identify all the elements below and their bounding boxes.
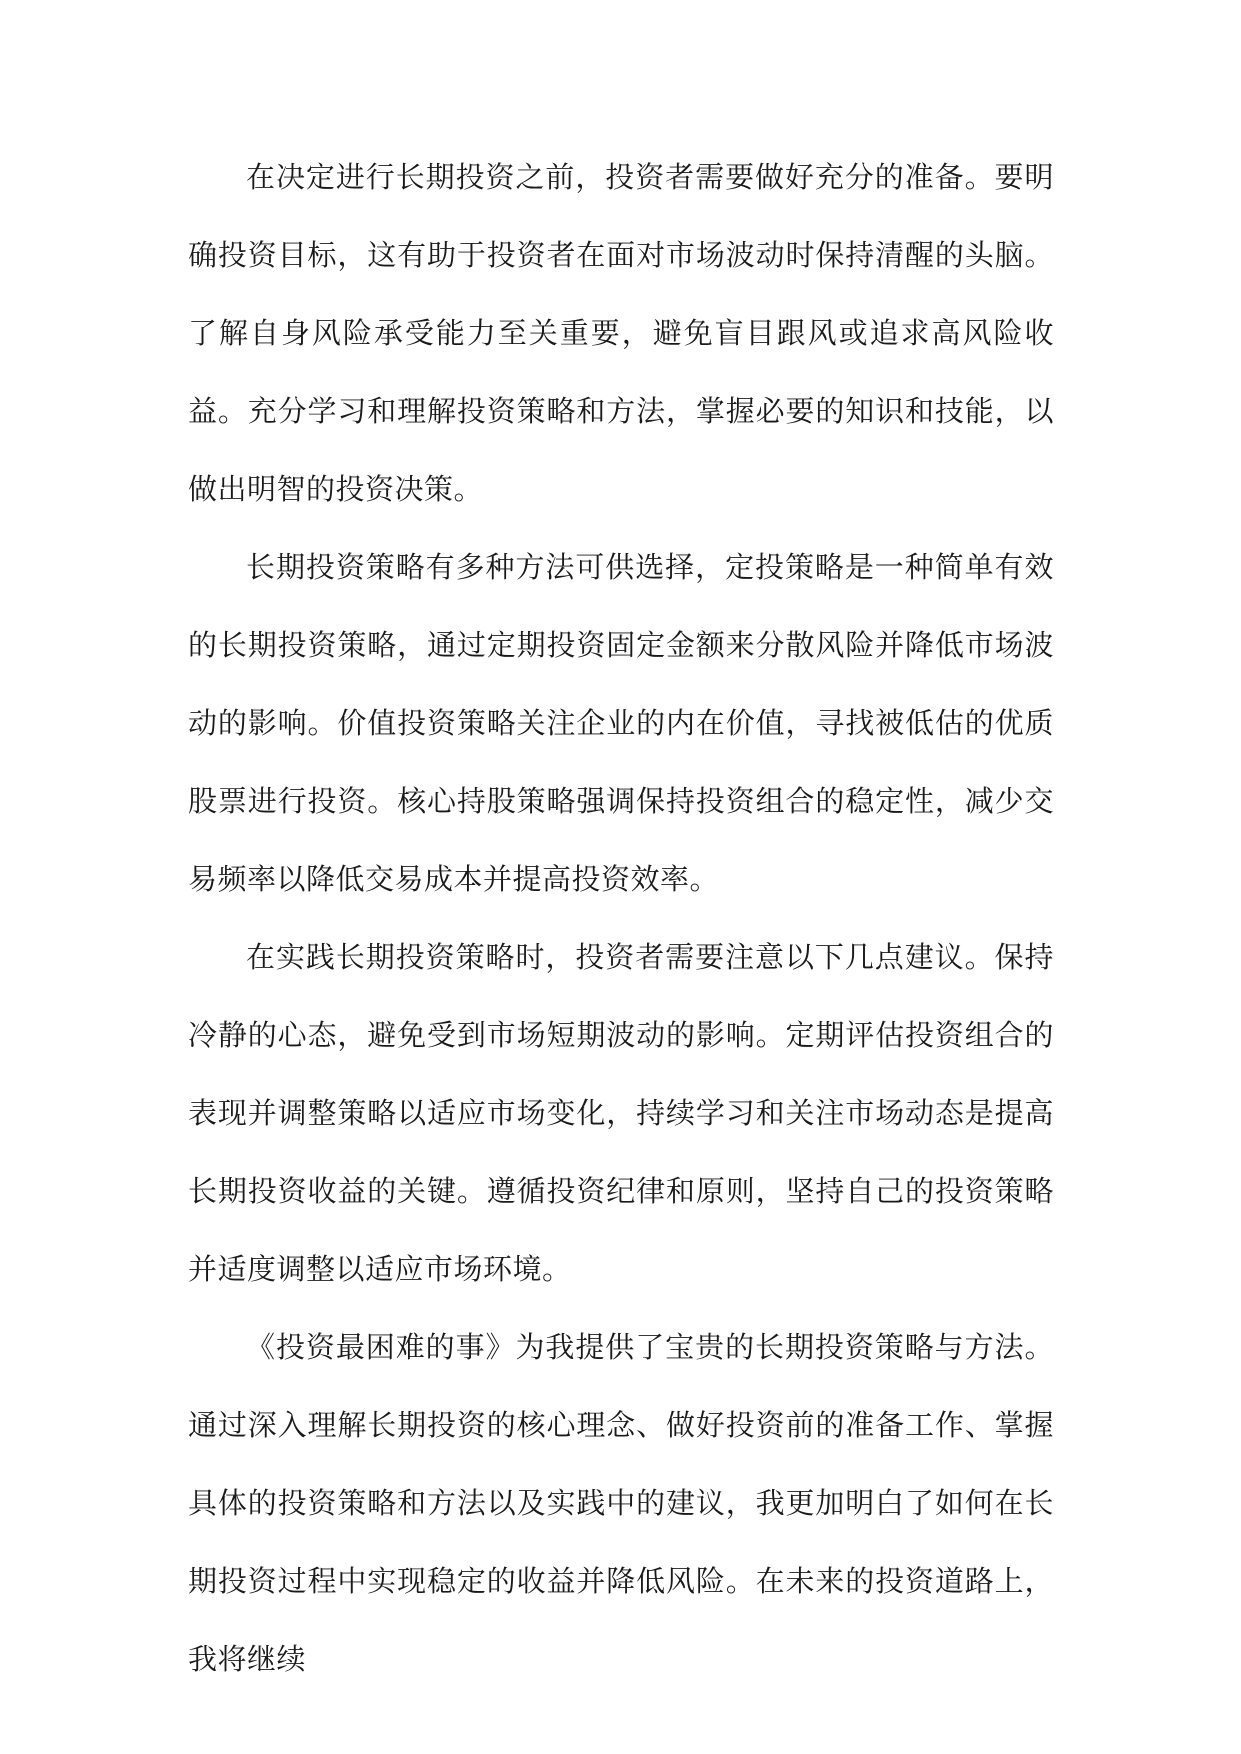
paragraph-conclusion: 《投资最困难的事》为我提供了宝贵的长期投资策略与方法。通过深入理解长期投资的核心理念、做好投资前的准备工作、掌握具体的投资策略和方法以及实践中的建议，我更加明白了如何在长期投资过程中实现稳定的收益并降低风险。在未来的投资道路上，我将继续 xyxy=(188,1330,1054,1676)
document-body xyxy=(188,138,1054,1698)
paragraph-strategies: 长期投资策略有多种方法可供选择，定投策略是一种简单有效的长期投资策略，通过定期投资固定金额来分散风险并降低市场波动的影响。价值投资策略关注企业的内在价值，寻找被低估的优质股票进行投资。核心持股策略强调保持投资组合的稳定性，减少交易频率以降低交易成本并提高投资效率。 xyxy=(188,550,1054,896)
paragraph-practice-advice: 在实践长期投资策略时，投资者需要注意以下几点建议。保持冷静的心态，避免受到市场短期波动的影响。定期评估投资组合的表现并调整策略以适应市场变化，持续学习和关注市场动态是提高长期投资收益的关键。遵循投资纪律和原则，坚持自己的投资策略并适度调整以适应市场环境。 xyxy=(188,940,1054,1286)
paragraph-preparation: 在决定进行长期投资之前，投资者需要做好充分的准备。要明确投资目标，这有助于投资者在面对市场波动时保持清醒的头脑。了解自身风险承受能力至关重要，避免盲目跟风或追求高风险收益。充分学习和理解投资策略和方法，掌握必要的知识和技能，以做出明智的投资决策。 xyxy=(188,160,1054,506)
